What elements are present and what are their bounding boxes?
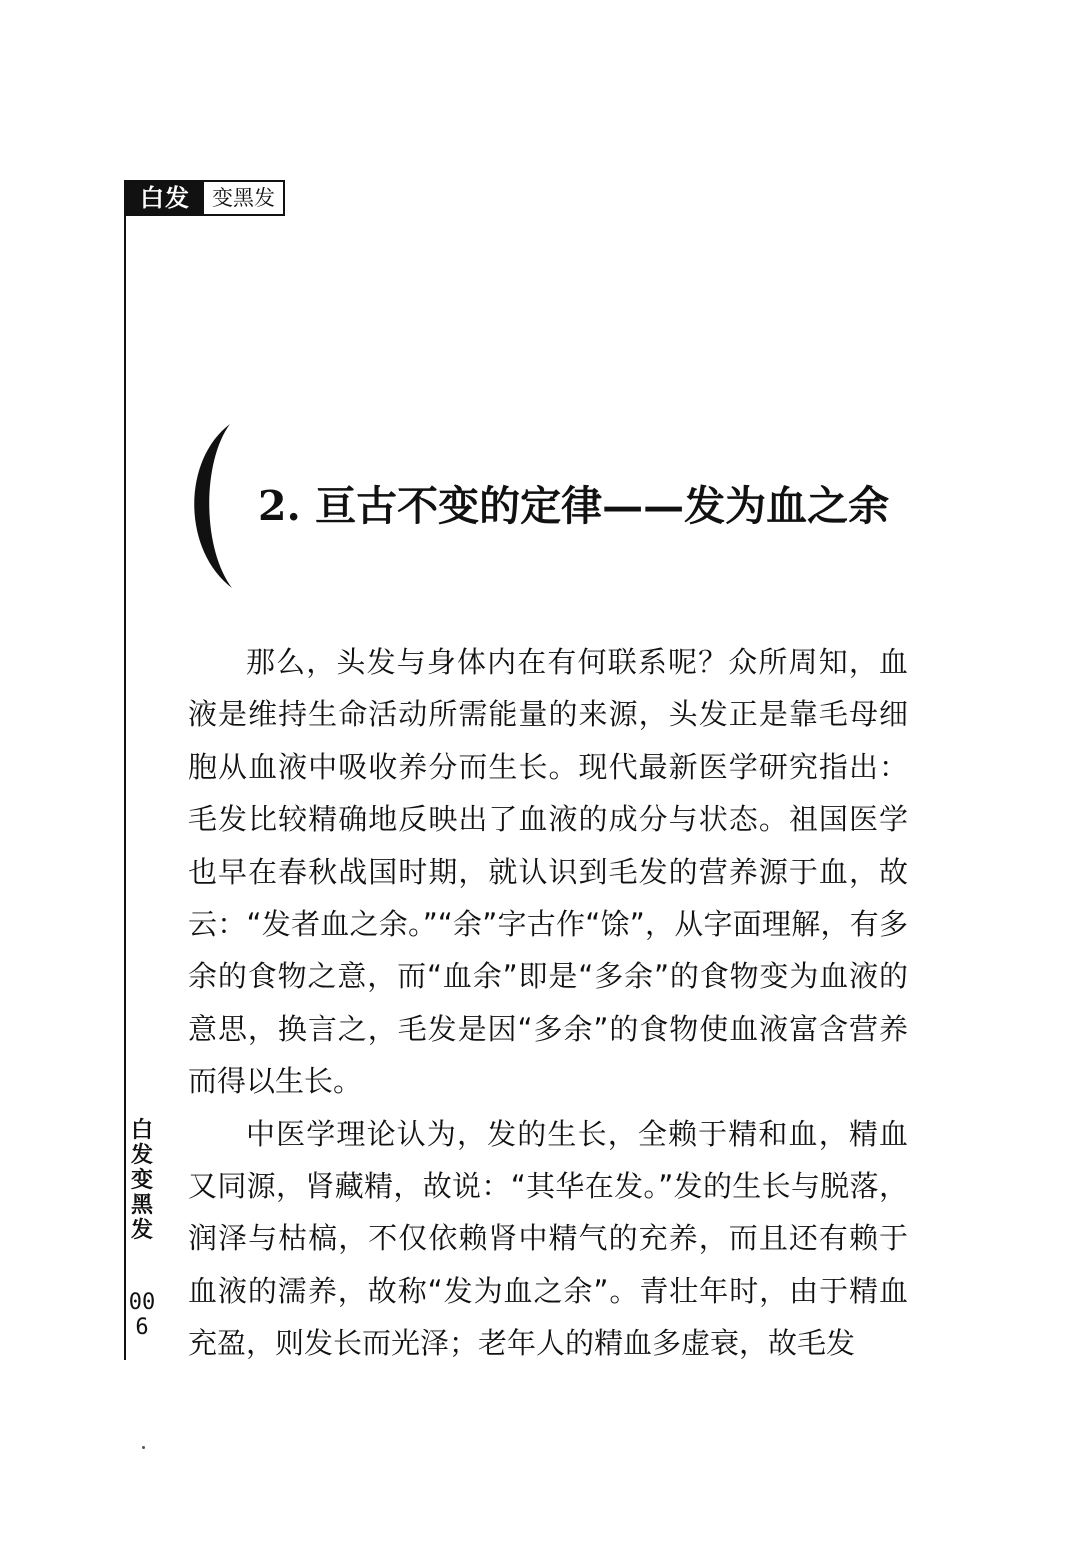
margin-rule xyxy=(124,214,126,1360)
page-number: 006 xyxy=(128,1290,156,1340)
side-vertical-label: 白发变黑发 xyxy=(130,1118,153,1243)
scan-speck xyxy=(142,1446,145,1449)
header-light-label: 变黑发 xyxy=(204,182,283,214)
running-header xyxy=(124,180,285,216)
section-title: 2. 亘古不变的定律——发为血之余 xyxy=(258,482,890,530)
crescent-ornament-icon xyxy=(180,420,240,590)
body-text xyxy=(188,636,908,1370)
paragraph: 那么，头发与身体内在有何联系呢？众所周知，血液是维持生命活动所需能量的来源，头发正是靠毛母细胞从血液中吸收养分而生长。现代最新医学研究指出：毛发比较精确地反映出了血液的成分与状态。祖国医学也早在春秋战国时期，就认识到毛发的营养源于血，故云：“发者血之余。”“余”字古作“馀”，从字面理解，有多余的食物之意，而“血余”即是“多余”的食物变为血液的意思，换言之，毛发是因“多余”的食物使血液富含营养而得以生长。 xyxy=(188,645,908,1099)
paragraph: 中医学理论认为，发的生长，全赖于精和血，精血又同源，肾藏精，故说：“其华在发。”发的生长与脱落，润泽与枯槁，不仅依赖肾中精气的充养，而且还有赖于血液的濡养，故称“发为血之余”。青壮年时，由于精血充盈，则发长而光泽；老年人的精血多虚衰，故毛发 xyxy=(188,1116,908,1361)
header-dark-label: 白发 xyxy=(126,182,204,214)
